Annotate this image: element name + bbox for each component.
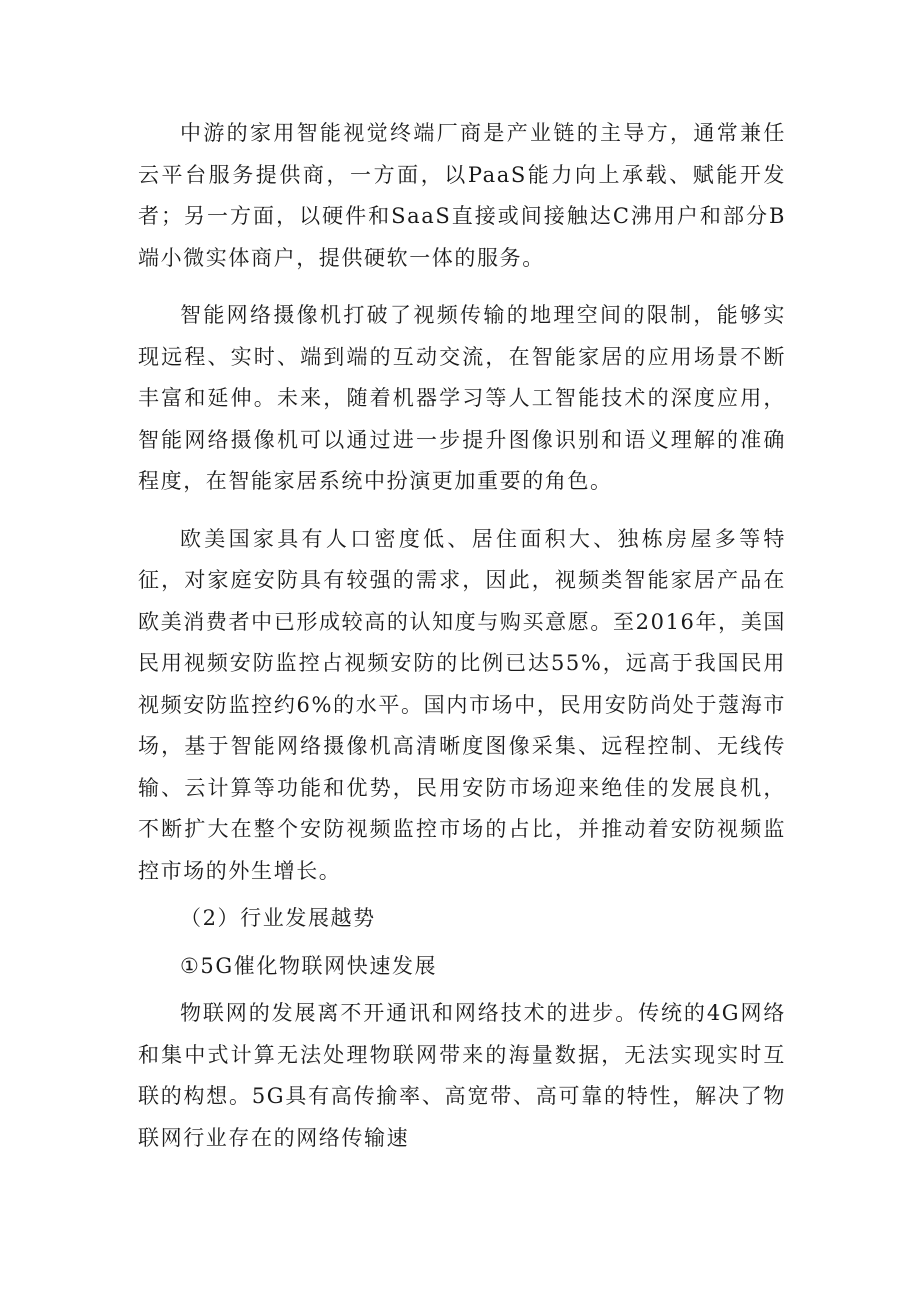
sub-heading: ①5G催化物联网快速发展 (180, 953, 438, 978)
section-heading: （2）行业发展越势 (180, 906, 376, 930)
paragraph-security-market: 欧美国家具有人口密度低、居住面积大、独栋房屋多等特征，对家庭安防具有较强的需求，因此，视频类智能家居产品在欧美消费者中已形成较高的认知度与购买意愿。至2016年，美国民用视频安防监控占视频安防的比例已达55%，远高于我国民用视频安防监控约6%的水平。国内市场中，民用安防尚处于蔻海市场，基于智能网络摄像机高清晰度图像采集、远程控制、无线传输、云计算等功能和优势，民用安防市场迎来绝佳的发展良机，不断扩大在整个安防视频监控市场的占比，并推动着安防视频监控市场的外生增长。 (138, 526, 786, 883)
paragraph-iot-5g: 物联网的发展离不开通讯和网络技术的进步。传统的4G网络和集中式计算无法处理物联网带来的海量数据，无法实现实时互联的构想。5G具有高传揄率、高宽带、高可靠的特性，解决了物联网行业存在的网络传输速 (138, 1001, 786, 1150)
document-body (138, 113, 786, 1159)
paragraph-smart-camera: 智能网络摄像机打破了视频传输的地理空间的限制，能够实现远程、实时、端到端的互动交流，在智能家居的应用场景不断丰富和延伸。未来，随着机器学习等人工智能技术的深度应用，智能网络摄像机可以通过进一步提升图像识别和语义理解的准确程度，在智能家居系统中扮演更加重要的角色。 (138, 303, 786, 493)
paragraph-midstream-vendors: 中游的家用智能视觉终端厂商是产业链的主导方，通常兼任云平台服务提供商，一方面，以PaaS能力向上承载、赋能开发者；另一方面，以硬件和SaaS直接或间接触达C沸用户和部分B端小微实体商户，提供硬软一体的服务。 (138, 121, 786, 270)
